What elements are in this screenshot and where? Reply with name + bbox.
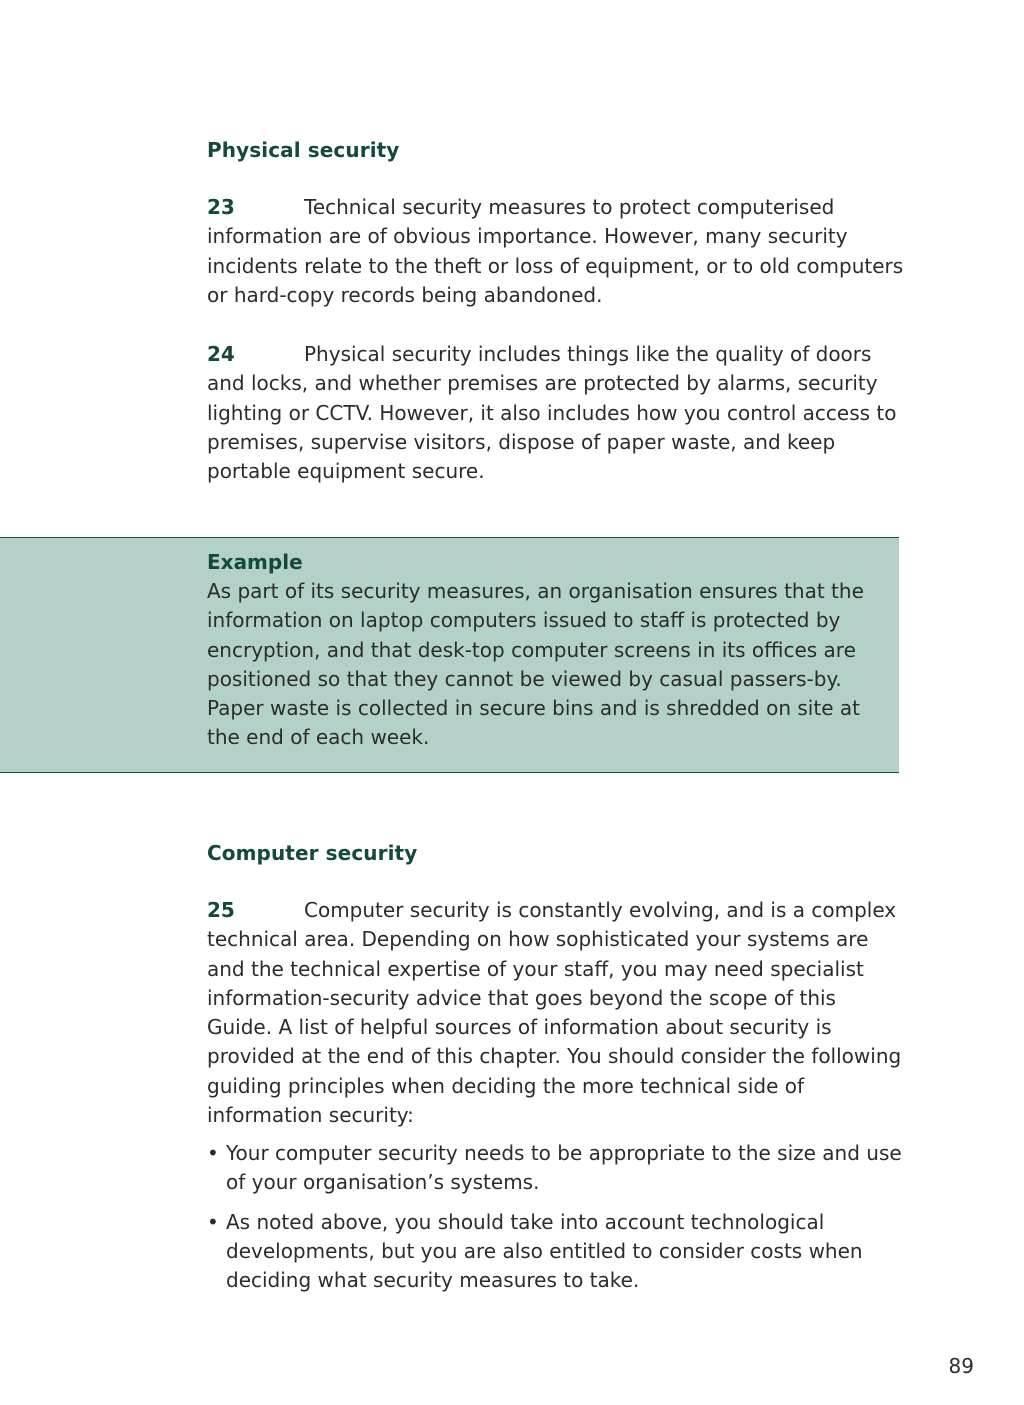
bullet-text: As noted above, you should take into account technological developments, but you are also entitled to consider costs when deciding what security measures to take.: [226, 1209, 863, 1293]
paragraph-24: [207, 340, 907, 486]
example-title: Example: [207, 550, 303, 574]
paragraph-text-24: Physical security includes things like the quality of doors and locks, and whether premises are protected by alarms, security lighting or CCTV. However, it also includes how you control access to premises, supervise visitors, dispose of paper waste, and keep portable equipment secure.: [207, 342, 897, 484]
paragraph-number-23: 23: [207, 195, 235, 219]
bullet-text: Your computer security needs to be appropriate to the size and use of your organisation’s systems.: [226, 1141, 902, 1195]
page-number: 89: [948, 1354, 974, 1378]
section-heading-physical-security: Physical security: [207, 138, 400, 162]
bullet-icon: •: [207, 1141, 219, 1165]
paragraph-text-25: Computer security is constantly evolving, and is a complex technical area. Depending on how sophisticated your systems are and the technical expertise of your staff, you may need specialist information-security advice that goes beyond the scope of this Guide. A list of helpful sources of information about security is provided at the end of this chapter. You should consider the following guiding principles when deciding the more technical side of information security:: [207, 898, 902, 1128]
bullet-list: [207, 1139, 907, 1305]
paragraph-number-25: 25: [207, 898, 235, 922]
section-heading-computer-security: Computer security: [207, 841, 418, 865]
bullet-item: [207, 1139, 907, 1198]
paragraph-25: [207, 896, 907, 1130]
bullet-icon: •: [207, 1209, 219, 1234]
paragraph-23: [207, 193, 907, 310]
paragraph-number-24: 24: [207, 342, 235, 366]
paragraph-text-23: Technical security measures to protect computerised information are of obvious importance. However, many security incidents relate to the theft or loss of equipment, or to old computers or hard-copy records being abandoned.: [207, 195, 904, 307]
bullet-item: [207, 1208, 907, 1296]
example-text: As part of its security measures, an organisation ensures that the information on laptop computers issued to staff is protected by encryption, and that desk-top computer screens in its offices are positioned so that they cannot be viewed by casual passers-by. Paper waste is collected in secure bins and is shredded on site at the end of each week.: [207, 579, 864, 750]
example-box: [0, 537, 899, 773]
